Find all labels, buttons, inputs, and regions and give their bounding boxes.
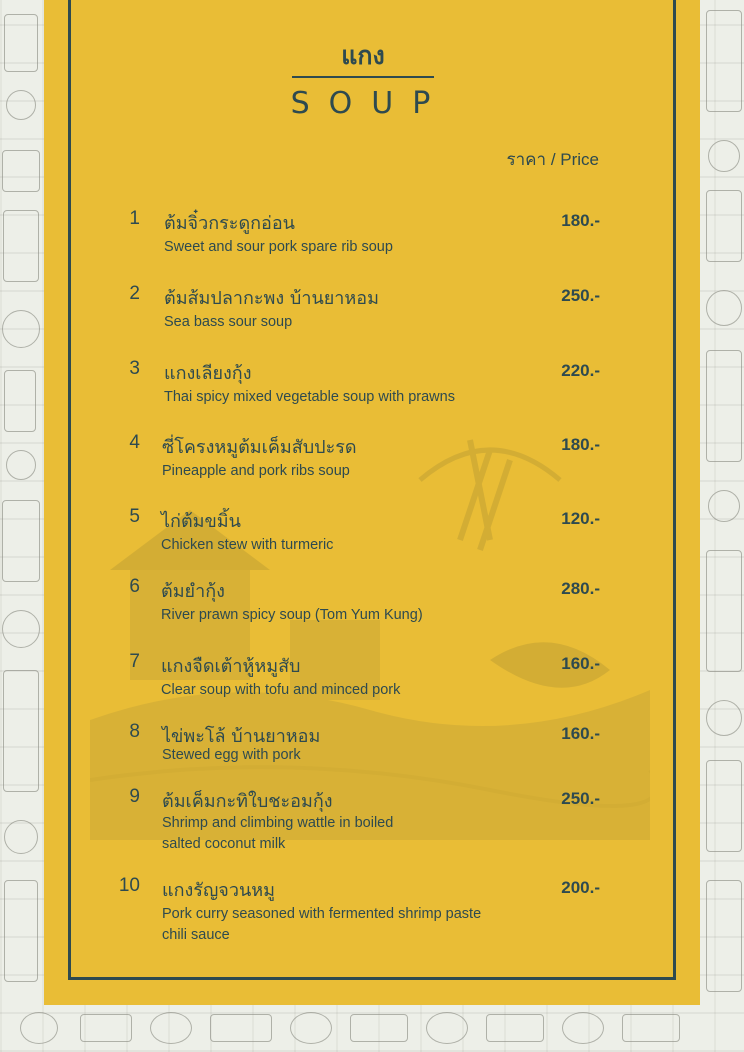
item-price: 220.- <box>561 361 600 380</box>
item-number: 7 <box>129 651 140 672</box>
item-number: 1 <box>129 208 140 229</box>
item-name-thai: ต้มยำกุ้ง <box>161 581 225 602</box>
price-column-label: ราคา / Price <box>506 150 599 169</box>
item-number: 3 <box>129 358 140 379</box>
item-number: 10 <box>118 875 140 896</box>
item-number: 5 <box>129 506 140 527</box>
item-number: 6 <box>129 576 140 597</box>
item-name-english: River prawn spicy soup (Tom Yum Kung) <box>161 607 423 623</box>
menu-title-thai: แกง <box>341 41 385 70</box>
title-divider <box>292 76 434 78</box>
menu-title-english: SOUP <box>290 86 450 121</box>
item-price: 280.- <box>561 579 600 598</box>
item-price: 200.- <box>561 878 600 897</box>
item-name-thai: แกงเลียงกุ้ง <box>164 363 252 384</box>
item-name-thai: ซี่โครงหมูต้มเค็มสับปะรด <box>162 437 357 458</box>
item-name-thai: ไก่ต้มขมิ้น <box>161 511 241 532</box>
item-name-english: Thai spicy mixed vegetable soup with prawns <box>164 389 455 405</box>
item-number: 8 <box>129 721 140 742</box>
item-name-english: Pork curry seasoned with fermented shrimp paste chili sauce <box>162 906 482 943</box>
item-name-english: Sweet and sour pork spare rib soup <box>164 239 393 255</box>
item-name-english: Sea bass sour soup <box>164 314 293 330</box>
item-name-english: Chicken stew with turmeric <box>161 537 334 553</box>
item-price: 250.- <box>561 789 600 808</box>
item-price: 120.- <box>561 509 600 528</box>
item-price: 160.- <box>561 724 600 743</box>
item-name-thai: แกงรัญจวนหมู <box>162 880 275 901</box>
item-name-english: Shrimp and climbing wattle in boiled salted coconut milk <box>162 815 394 852</box>
item-name-thai: ต้มส้มปลากะพง บ้านยาหอม <box>164 288 379 309</box>
item-price: 180.- <box>561 211 600 230</box>
item-name-thai: แกงจืดเต้าหู้หมูสับ <box>161 656 301 677</box>
item-price: 160.- <box>561 654 600 673</box>
item-name-thai: ต้มจิ๋วกระดูกอ่อน <box>164 213 295 234</box>
item-name-thai: ไข่พะโล้ บ้านยาหอม <box>162 726 321 747</box>
item-name-english: Stewed egg with pork <box>162 747 301 763</box>
item-name-english: Clear soup with tofu and minced pork <box>161 682 401 698</box>
item-number: 2 <box>129 283 140 304</box>
item-number: 4 <box>129 432 140 453</box>
item-name-thai: ต้มเค็มกะทิใบชะอมกุ้ง <box>162 791 333 812</box>
item-name-english: Pineapple and pork ribs soup <box>162 463 350 479</box>
item-number: 9 <box>129 786 140 807</box>
item-price: 180.- <box>561 435 600 454</box>
item-price: 250.- <box>561 286 600 305</box>
